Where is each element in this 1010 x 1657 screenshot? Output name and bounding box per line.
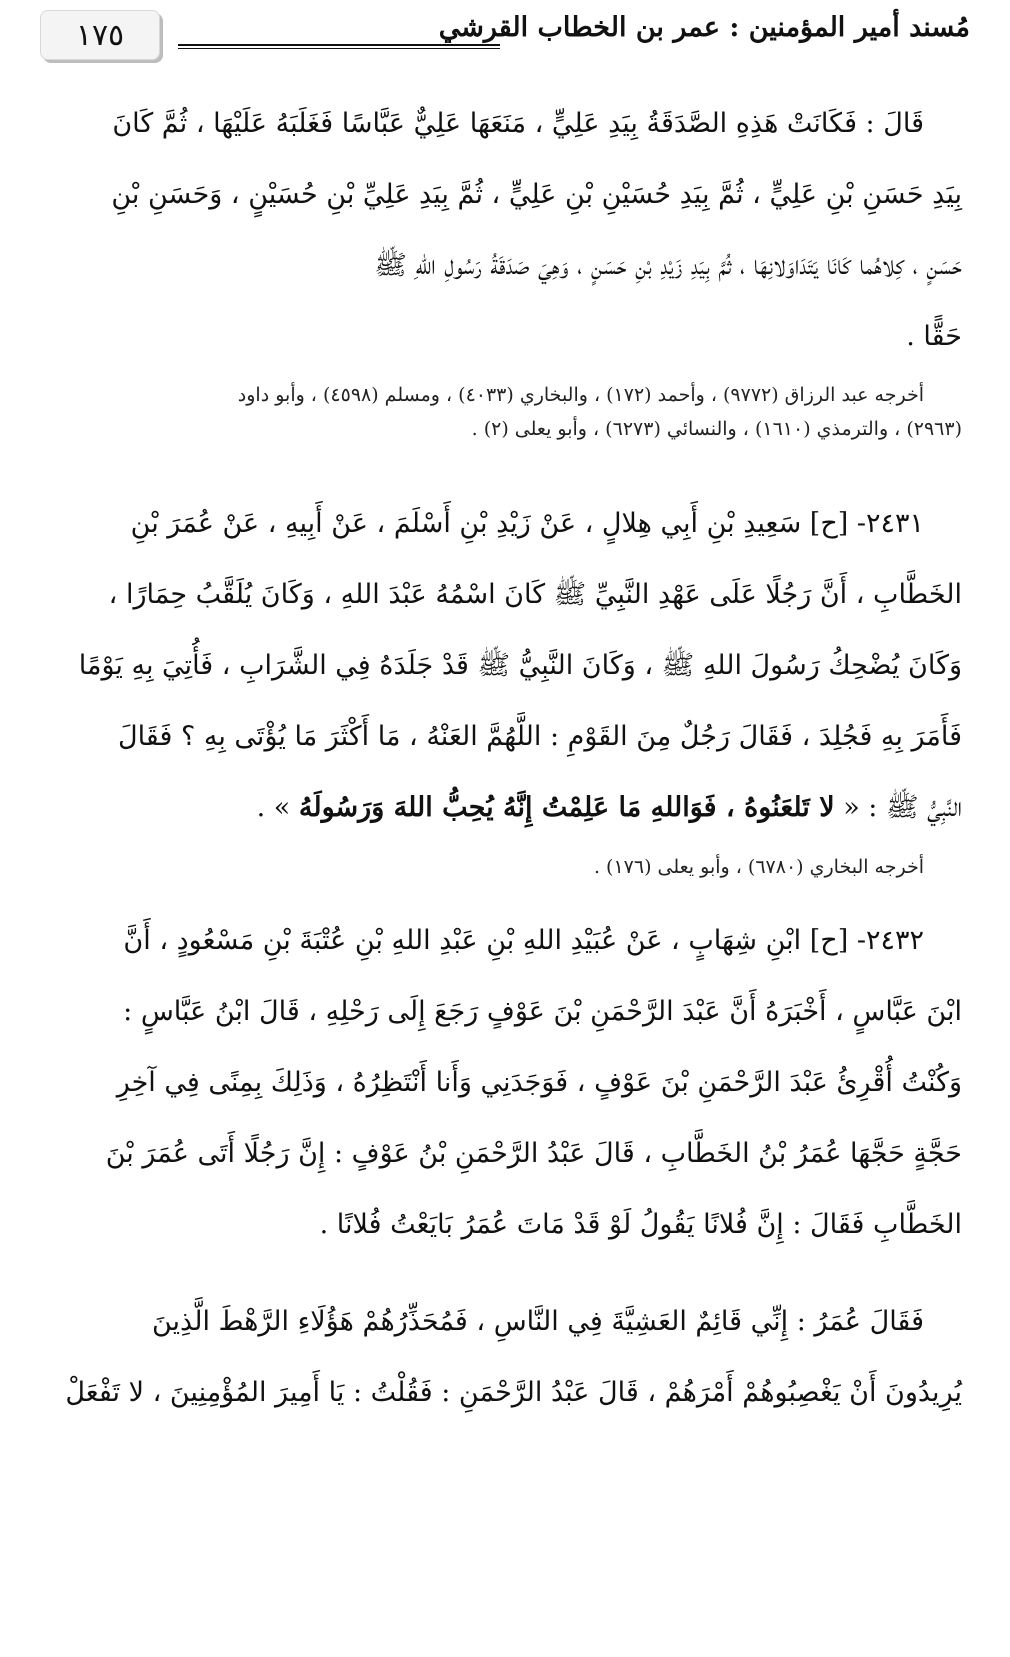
text-line: بِيَدِ حَسَنِ بْنِ عَلِيٍّ ، ثُمَّ بِيَدِ حُسَيْنِ بْنِ عَلِيٍّ ، ثُمَّ بِيَدِ عَلِيِّ بْنِ حُسَيْنٍ ، وَحَسَنِ بْنِ: [111, 179, 962, 210]
takhrij-line: أخرجه البخاري (٦٧٨٠) ، وأبو يعلى (١٧٦) .: [593, 856, 924, 878]
takhrij-note: [40, 850, 962, 884]
text-line: [40, 772, 962, 843]
text-line: حَجَّةٍ حَجَّهَا عُمَرُ بْنُ الخَطَّابِ ، قَالَ عَبْدُ الرَّحْمَنِ بْنُ عَوْفٍ : إِنَّ رَجُلًا أَتَى عُمَرَ بْنَ: [105, 1138, 962, 1169]
text-line: وَكَانَ يُضْحِكُ رَسُولَ اللهِ ﷺ ، وَكَانَ النَّبِيُّ ﷺ قَدْ جَلَدَهُ فِي الشَّرَابِ ، فَأُتِيَ بِهِ يَوْمًا: [78, 650, 962, 681]
paragraph-sadaqa: [40, 88, 962, 372]
text-line: ابْنَ عَبَّاسٍ ، أَخْبَرَهُ أَنَّ عَبْدَ الرَّحْمَنِ بْنَ عَوْفٍ رَجَعَ إِلَى رَحْلِهِ ، قَالَ ابْنُ عَبَّاسٍ :: [123, 996, 962, 1027]
page-number-box: [40, 10, 160, 60]
takhrij-note: [40, 378, 962, 446]
hadith-2432: [40, 905, 962, 1260]
takhrij-line: (٢٩٦٣) ، والترمذي (١٦١٠) ، والنسائي (٦٢٧٣) ، وأبو يعلى (٢) .: [471, 418, 962, 440]
text-line: قَالَ : فَكَانَتْ هَذِهِ الصَّدَقَةُ بِيَدِ عَلِيٍّ ، مَنَعَهَا عَلِيٌّ عَبَّاسًا فَغَلَبَهُ عَلَيْهَا ، ثُمَّ كَانَ: [112, 108, 924, 139]
text-line: الخَطَّابِ فَقَالَ : إِنَّ فُلانًا يَقُولُ لَوْ قَدْ مَاتَ عُمَرُ بَايَعْتُ فُلانًا .: [319, 1209, 962, 1240]
text-segment: » .: [256, 792, 299, 823]
text-line: حَقًّا .: [906, 321, 962, 352]
prophetic-saying: لا تَلعَنُوهُ ، فَوَاللهِ مَا عَلِمْتُ إِنَّهُ يُحِبُّ اللهَ وَرَسُولَهُ: [298, 792, 835, 823]
text-line: وَكُنْتُ أُقْرِئُ عَبْدَ الرَّحْمَنِ بْنَ عَوْفٍ ، فَوَجَدَنِي وَأَنا أَنْتَظِرُهُ ، وَذَلِكَ بِمِنًى فِي آخِرِ: [116, 1067, 962, 1098]
page-number: ١٧٥: [75, 17, 125, 53]
takhrij-line: أخرجه عبد الرزاق (٩٧٧٢) ، وأحمد (١٧٢) ، والبخاري (٤٠٣٣) ، ومسلم (٤٥٩٨) ، وأبو داود: [237, 384, 924, 406]
running-title: مُسند أمير المؤمنين : عمر بن الخطاب القرشي: [438, 12, 970, 43]
paragraph-umar: [40, 1286, 962, 1428]
text-line: الخَطَّابِ ، أَنَّ رَجُلًا عَلَى عَهْدِ النَّبِيِّ ﷺ كَانَ اسْمُهُ عَبْدَ اللهِ ، وَكَانَ يُلَقَّبُ حِمَارًا ،: [108, 579, 962, 610]
text-line: حَسَنٍ ، كِلاهُما كَانَا يَتَدَاوَلانِهَا ، ثُمَّ بِيَدِ زَيْدِ بْنِ حَسَنٍ ، وَهِيَ صَدَقَةُ رَسُولِ اللهِ ﷺ: [374, 250, 962, 281]
text-line: ٢٤٣٢- [ح] ابْنِ شِهَابٍ ، عَنْ عُبَيْدِ اللهِ بْنِ عَبْدِ اللهِ بْنِ عُتْبَةَ بْنِ مَسْعُودٍ ، أَنَّ: [123, 925, 924, 956]
text-line: فَقَالَ عُمَرُ : إِنِّي قَائِمٌ العَشِيَّةَ فِي النَّاسِ ، فَمُحَذِّرُهُمْ هَؤُلَاءِ الرَّهْطَ الَّذِينَ: [151, 1306, 924, 1337]
header-rule: [178, 44, 500, 49]
text-line: ٢٤٣١- [ح] سَعِيدِ بْنِ أَبِي هِلالٍ ، عَنْ زَيْدِ بْنِ أَسْلَمَ ، عَنْ أَبِيهِ ، عَنْ عُمَرَ بْنِ: [130, 508, 924, 539]
page-header: [30, 8, 970, 60]
text-line: يُرِيدُونَ أَنْ يَغْصِبُوهُمْ أَمْرَهُمْ ، قَالَ عَبْدُ الرَّحْمَنِ : فَقُلْتُ : يَا أَمِيرَ المُؤْمِنِينَ ، لا تَفْعَلْ: [65, 1377, 962, 1408]
hadith-2431: [40, 488, 962, 843]
text-segment: النَّبِيُّ ﷺ : «: [834, 792, 962, 823]
text-line: فَأَمَرَ بِهِ فَجُلِدَ ، فَقَالَ رَجُلٌ مِنَ القَوْمِ : اللَّهُمَّ العَنْهُ ، مَا أَكْثَرَ مَا يُؤْتَى بِهِ ؟ فَقَالَ: [117, 721, 962, 752]
